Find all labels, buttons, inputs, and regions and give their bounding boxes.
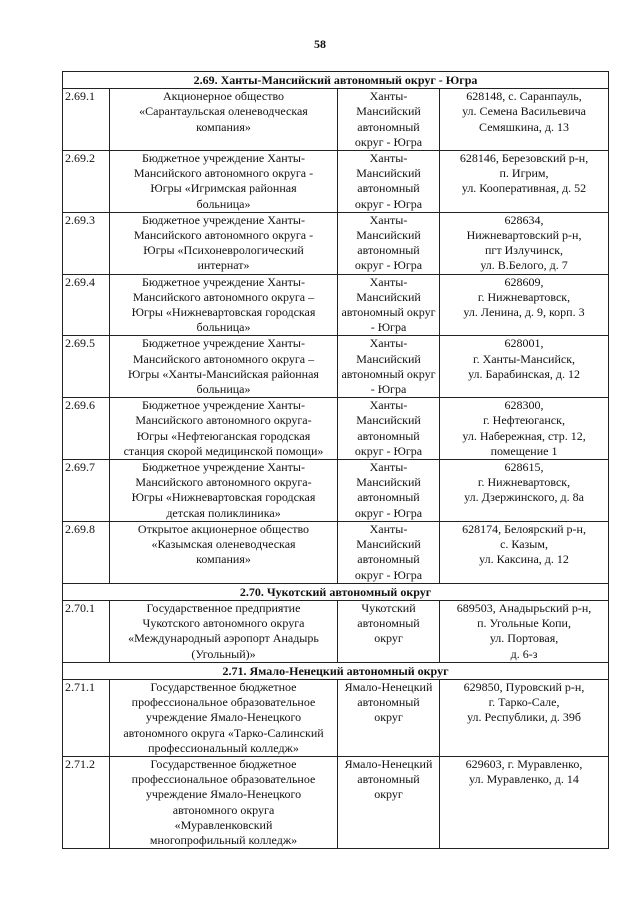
organization-name-line: Мансийского автономного округа -: [133, 228, 314, 243]
organization-name-line: Югры «Нефтеюганская городская: [136, 428, 311, 443]
row-number: 2.69.7: [63, 460, 110, 522]
organization-name-cell: [110, 679, 338, 756]
region-name-line: Чукотский: [361, 600, 416, 615]
organization-name-line: профессиональное образовательное: [131, 695, 316, 710]
row-number: 2.71.1: [63, 679, 110, 756]
region-name-line: - Югра: [370, 320, 407, 335]
region-name-cell: [338, 521, 440, 583]
address-line: 628001,: [504, 336, 544, 351]
address-line: 629850, Пуровский р-н,: [463, 679, 585, 694]
address-line: 628609,: [504, 274, 544, 289]
address-cell: [440, 398, 609, 460]
region-name-line: Ханты-: [369, 521, 408, 536]
organization-name-line: Мансийского автономного округа –: [132, 351, 315, 366]
region-name-line: округ - Югра: [354, 505, 423, 520]
organization-name-line: Югры «Ханты-Мансийская районная: [128, 366, 319, 381]
organization-name-line: «Казымская оленеводческая: [151, 537, 296, 552]
organization-name-line: «Муравленковский: [174, 817, 273, 832]
organization-name-line: Бюджетное учреждение Ханты-: [142, 460, 305, 475]
organization-name-cell: [110, 756, 338, 848]
address-line: ул. Муравленко, д. 14: [469, 772, 579, 787]
row-number: 2.69.4: [63, 274, 110, 336]
table-row: [63, 398, 609, 460]
region-name-line: автономный: [357, 695, 420, 710]
table-row: [63, 521, 609, 583]
region-name-cell: [338, 398, 440, 460]
address-cell: [440, 212, 609, 274]
address-line: ул. В.Белого, д. 7: [480, 258, 568, 273]
address-line: п. Угольные Копи,: [477, 616, 571, 631]
organization-name-line: интернат»: [197, 258, 250, 273]
address-line: Семяшкина, д. 13: [479, 119, 569, 134]
region-name-line: автономный: [357, 181, 420, 196]
organization-name-line: компания»: [196, 119, 251, 134]
organization-name-line: учреждение Ямало-Ненецкого: [145, 787, 302, 802]
row-number: 2.69.2: [63, 151, 110, 213]
address-line: ул. Барабинская, д. 12: [468, 366, 580, 381]
organization-name-line: Бюджетное учреждение Ханты-: [142, 151, 305, 166]
region-name-cell: [338, 336, 440, 398]
region-name-line: Ханты-: [369, 212, 408, 227]
region-name-line: Мансийский: [356, 351, 421, 366]
region-name-line: округ - Югра: [354, 196, 423, 211]
region-name-line: Ханты-: [369, 274, 408, 289]
region-name-line: автономный: [357, 119, 420, 134]
section-header: [63, 662, 609, 679]
address-line: п. Игрим,: [499, 166, 549, 181]
organization-name-cell: [110, 212, 338, 274]
organization-name-line: Югры «Нижневартовская городская: [131, 305, 316, 320]
table-row: [63, 600, 609, 662]
organization-name-cell: [110, 521, 338, 583]
table-row: [63, 460, 609, 522]
region-name-line: округ: [374, 787, 403, 802]
region-name-cell: [338, 212, 440, 274]
organization-name-line: детская поликлиника»: [166, 505, 281, 520]
region-name-cell: [338, 151, 440, 213]
address-line: ул. Каксина, д. 12: [479, 552, 569, 567]
organization-name-line: Югры «Игримская районная: [150, 181, 297, 196]
region-name-line: Ханты-: [369, 398, 408, 413]
address-line: г. Ханты-Мансийск,: [473, 351, 576, 366]
address-line: г. Нефтеюганск,: [483, 413, 565, 428]
organization-name-line: Бюджетное учреждение Ханты-: [142, 336, 305, 351]
address-line: г. Нижневартовск,: [477, 475, 571, 490]
region-name-line: округ: [374, 631, 403, 646]
address-line: ул. Ленина, д. 9, корп. 3: [463, 305, 585, 320]
address-cell: [440, 460, 609, 522]
address-line: 628174, Белоярский р-н,: [462, 521, 586, 536]
address-cell: [440, 89, 609, 151]
region-name-line: округ - Югра: [354, 443, 423, 458]
organization-name-cell: [110, 336, 338, 398]
organization-name-line: Открытое акционерное общество: [137, 521, 310, 536]
address-line: 628148, с. Саранпауль,: [466, 89, 582, 104]
organization-name-line: Мансийского автономного округа-: [135, 475, 312, 490]
region-name-cell: [338, 274, 440, 336]
organization-name-line: компания»: [196, 552, 251, 567]
organization-name-line: станция скорой медицинской помощи»: [123, 443, 324, 458]
section-header: [63, 583, 609, 600]
organization-name-line: Государственное бюджетное: [150, 756, 297, 771]
address-line: 689503, Анадырьский р-н,: [456, 600, 592, 615]
address-line: г. Тарко-Сале,: [488, 695, 560, 710]
organization-name-line: Акционерное общество: [162, 89, 285, 104]
address-cell: [440, 274, 609, 336]
region-name-line: Мансийский: [356, 289, 421, 304]
address-line: 628615,: [504, 460, 544, 475]
section-title: 2.71. Ямало-Ненецкий автономный округ: [63, 662, 609, 679]
organization-name-line: профессиональное образовательное: [131, 772, 316, 787]
address-line: 628300,: [504, 398, 544, 413]
region-name-cell: [338, 756, 440, 848]
region-name-line: автономный: [357, 243, 420, 258]
region-name-cell: [338, 460, 440, 522]
region-name-line: Ямало-Ненецкий: [344, 679, 433, 694]
address-line: 629603, г. Муравленко,: [465, 756, 583, 771]
region-name-line: Мансийский: [356, 413, 421, 428]
row-number: 2.69.5: [63, 336, 110, 398]
organization-name-line: больница»: [196, 320, 251, 335]
organization-name-cell: [110, 151, 338, 213]
address-line: 628634,: [504, 212, 544, 227]
table-row: [63, 274, 609, 336]
organization-name-line: профессиональный колледж»: [148, 740, 299, 755]
address-line: ул. Республики, д. 39б: [467, 710, 581, 725]
region-name-line: Мансийский: [356, 475, 421, 490]
organization-name-cell: [110, 274, 338, 336]
organization-name-line: (Угольный)»: [191, 646, 256, 661]
registry-table: [62, 71, 609, 849]
organization-name-line: Югры «Психоневрологический: [143, 243, 304, 258]
address-cell: [440, 679, 609, 756]
region-name-line: автономный: [357, 428, 420, 443]
organization-name-cell: [110, 89, 338, 151]
address-line: г. Нижневартовск,: [477, 289, 571, 304]
organization-name-line: Государственное бюджетное: [150, 679, 297, 694]
organization-name-line: «Сарантаульская оленеводческая: [139, 104, 308, 119]
address-line: 628146, Березовский р-н,: [459, 151, 589, 166]
organization-name-line: Югры «Нижневартовская городская: [131, 490, 316, 505]
organization-name-line: больница»: [196, 382, 251, 397]
region-name-line: Ханты-: [369, 89, 408, 104]
table-row: [63, 89, 609, 151]
row-number: 2.69.3: [63, 212, 110, 274]
section-title: 2.70. Чукотский автономный округ: [63, 583, 609, 600]
address-line: с. Казым,: [500, 537, 548, 552]
table-row: [63, 212, 609, 274]
address-line: ул. Портовая,: [489, 631, 559, 646]
organization-name-line: Бюджетное учреждение Ханты-: [142, 398, 305, 413]
region-name-line: Ханты-: [369, 151, 408, 166]
table-row: [63, 756, 609, 848]
region-name-line: автономный: [357, 490, 420, 505]
address-line: ул. Семена Васильевича: [462, 104, 586, 119]
region-name-line: автономный округ: [341, 366, 436, 381]
organization-name-line: многопрофильный колледж»: [149, 832, 298, 847]
region-name-line: автономный округ: [341, 305, 436, 320]
address-line: ул. Кооперативная, д. 52: [461, 181, 587, 196]
address-cell: [440, 600, 609, 662]
address-line: Нижневартовский р-н,: [466, 228, 582, 243]
region-name-line: округ - Югра: [354, 567, 423, 582]
row-number: 2.70.1: [63, 600, 110, 662]
region-name-line: округ: [374, 710, 403, 725]
organization-name-line: Мансийского автономного округа –: [132, 289, 315, 304]
organization-name-line: Бюджетное учреждение Ханты-: [142, 274, 305, 289]
region-name-line: Ямало-Ненецкий: [344, 756, 433, 771]
region-name-line: Мансийский: [356, 537, 421, 552]
organization-name-line: Бюджетное учреждение Ханты-: [142, 212, 305, 227]
organization-name-line: Чукотского автономного округа: [142, 616, 305, 631]
region-name-line: Ханты-: [369, 336, 408, 351]
address-line: ул. Дзержинского, д. 8а: [464, 490, 584, 505]
address-cell: [440, 151, 609, 213]
table-row: [63, 336, 609, 398]
organization-name-cell: [110, 398, 338, 460]
organization-name-line: автономного округа «Тарко-Салинский: [123, 725, 324, 740]
row-number: 2.69.6: [63, 398, 110, 460]
section-header: [63, 72, 609, 89]
region-name-line: автономный: [357, 552, 420, 567]
row-number: 2.69.1: [63, 89, 110, 151]
region-name-line: Мансийский: [356, 166, 421, 181]
address-line: д. 6-з: [510, 646, 538, 661]
region-name-line: автономный: [357, 616, 420, 631]
address-cell: [440, 756, 609, 848]
organization-name-cell: [110, 460, 338, 522]
address-line: пгт Излучинск,: [485, 243, 564, 258]
region-name-line: автономный: [357, 772, 420, 787]
region-name-line: округ - Югра: [354, 258, 423, 273]
table-row: [63, 151, 609, 213]
region-name-cell: [338, 600, 440, 662]
address-line: помещение 1: [490, 443, 558, 458]
region-name-cell: [338, 89, 440, 151]
registry-table-body: [63, 72, 609, 849]
region-name-line: Мансийский: [356, 228, 421, 243]
table-row: [63, 679, 609, 756]
region-name-line: округ - Югра: [354, 134, 423, 149]
organization-name-line: больница»: [196, 196, 251, 211]
organization-name-line: Мансийского автономного округа-: [135, 413, 312, 428]
section-title: 2.69. Ханты-Мансийский автономный округ - Югра: [63, 72, 609, 89]
organization-name-line: Государственное предприятие: [146, 600, 301, 615]
page-number: 58: [314, 37, 326, 51]
organization-name-line: Мансийского автономного округа -: [133, 166, 314, 181]
organization-name-line: автономного округа: [172, 802, 275, 817]
organization-name-cell: [110, 600, 338, 662]
address-line: ул. Набережная, стр. 12,: [462, 428, 586, 443]
region-name-line: Мансийский: [356, 104, 421, 119]
address-cell: [440, 336, 609, 398]
organization-name-line: учреждение Ямало-Ненецкого: [145, 710, 302, 725]
row-number: 2.71.2: [63, 756, 110, 848]
region-name-line: - Югра: [370, 382, 407, 397]
row-number: 2.69.8: [63, 521, 110, 583]
organization-name-line: «Международный аэропорт Анадырь: [128, 631, 319, 646]
region-name-cell: [338, 679, 440, 756]
region-name-line: Ханты-: [369, 460, 408, 475]
address-cell: [440, 521, 609, 583]
